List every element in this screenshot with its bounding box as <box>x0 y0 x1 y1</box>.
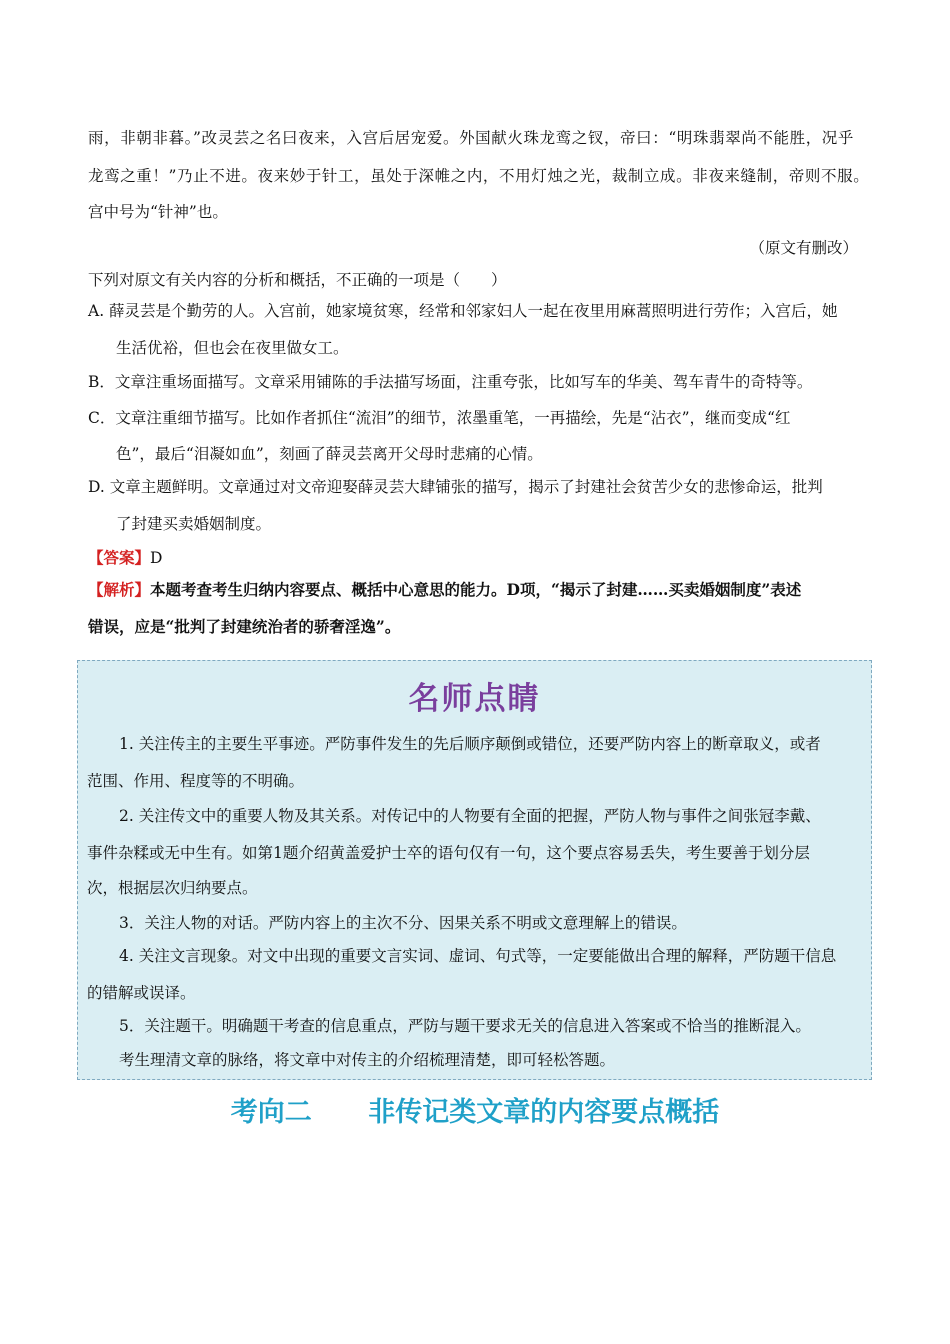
section-label: 考向二 <box>230 1097 312 1128</box>
tip-1-line-2: 范围、作用、程度等的不明确。 <box>87 772 305 790</box>
tip-4-line-1: 4. 关注文言现象。对文中出现的重要文言实词、虚词、句式等，一定要能做出合理的解释，严防题干信息 <box>119 947 837 965</box>
analysis-line-2: 错误，应是“批判了封建统治者的骄奢淫逸”。 <box>88 617 401 636</box>
tip-2-line-2: 事件杂糅或无中生有。如第1题介绍黄盖爱护士卒的语句仅有一句，这个要点容易丢失，考生要善于划分层 <box>87 844 810 862</box>
question-stem: 下列对原文有关内容的分析和概括，不正确的一项是（ ） <box>88 271 507 289</box>
option-c-line-2: 色”，最后“泪凝如血”，刻画了薛灵芸离开父母时悲痛的心情。 <box>116 445 543 463</box>
analysis-label: 【解析】 <box>88 580 151 599</box>
tip-summary: 考生理清文章的脉络，将文章中对传主的介绍梳理清楚，即可轻松答题。 <box>119 1051 616 1069</box>
source-note: （原文有删改） <box>749 239 858 257</box>
answer-label: 【答案】 <box>88 548 151 567</box>
option-a-line-2: 生活优裕，但也会在夜里做女工。 <box>116 339 349 357</box>
passage-line-2: 龙鸾之重！”乃止不进。夜来妙于针工，虽处于深帷之内，不用灯烛之光，裁制立成。非夜来缝制，帝则不服。 <box>88 167 870 185</box>
tip-1-line-1: 1. 关注传主的主要生平事迹。严防事件发生的先后顺序颠倒或错位，还要严防内容上的断章取义，或者 <box>119 735 821 753</box>
option-c-line-1: C．文章注重细节描写。比如作者抓住“流泪”的细节，浓墨重笔，一再描绘，先是“沾衣”，继而变成“红 <box>88 409 791 427</box>
analysis-text-1: 本题考查考生归纳内容要点、概括中心意思的能力。D项，“揭示了封建……买卖婚姻制度”表述 <box>150 580 802 599</box>
option-d-line-2: 了封建买卖婚姻制度。 <box>116 515 272 533</box>
option-b: B．文章注重场面描写。文章采用铺陈的手法描写场面，注重夸张，比如写车的华美、驾车青牛的奇特等。 <box>88 373 813 391</box>
answer-row <box>88 545 868 571</box>
analysis-line-1 <box>88 577 868 603</box>
passage-line-1: 雨，非朝非暮。”改灵芸之名曰夜来，入宫后居宠爱。外国献火珠龙鸾之钗，帝曰：“明珠翡翠尚不能胜，况乎 <box>88 129 855 147</box>
option-d-line-1: D. 文章主题鲜明。文章通过对文帝迎娶薛灵芸大肆铺张的描写，揭示了封建社会贫苦少女的悲惨命运，批判 <box>88 478 823 496</box>
passage-line-3: 宫中号为“针神”也。 <box>88 203 228 221</box>
tips-box <box>77 660 872 1080</box>
answer-value: D <box>150 549 163 567</box>
section-heading <box>0 1090 950 1129</box>
tip-3: 3．关注人物的对话。严防内容上的主次不分、因果关系不明或文意理解上的错误。 <box>119 914 687 932</box>
tip-2-line-1: 2. 关注传文中的重要人物及其关系。对传记中的人物要有全面的把握，严防人物与事件之间张冠李戴、 <box>119 807 821 825</box>
tip-2-line-3: 次，根据层次归纳要点。 <box>87 879 258 897</box>
section-title: 非传记类文章的内容要点概括 <box>368 1097 720 1128</box>
option-a-line-1: A. 薛灵芸是个勤劳的人。入宫前，她家境贫寒，经常和邻家妇人一起在夜里用麻蒿照明进行劳作；入宫后，她 <box>88 302 838 320</box>
tip-4-line-2: 的错解或误译。 <box>87 984 196 1002</box>
tip-5: 5．关注题干。明确题干考查的信息重点，严防与题干要求无关的信息进入答案或不恰当的推断混入。 <box>119 1017 811 1035</box>
tips-title: 名师点睛 <box>408 681 541 717</box>
